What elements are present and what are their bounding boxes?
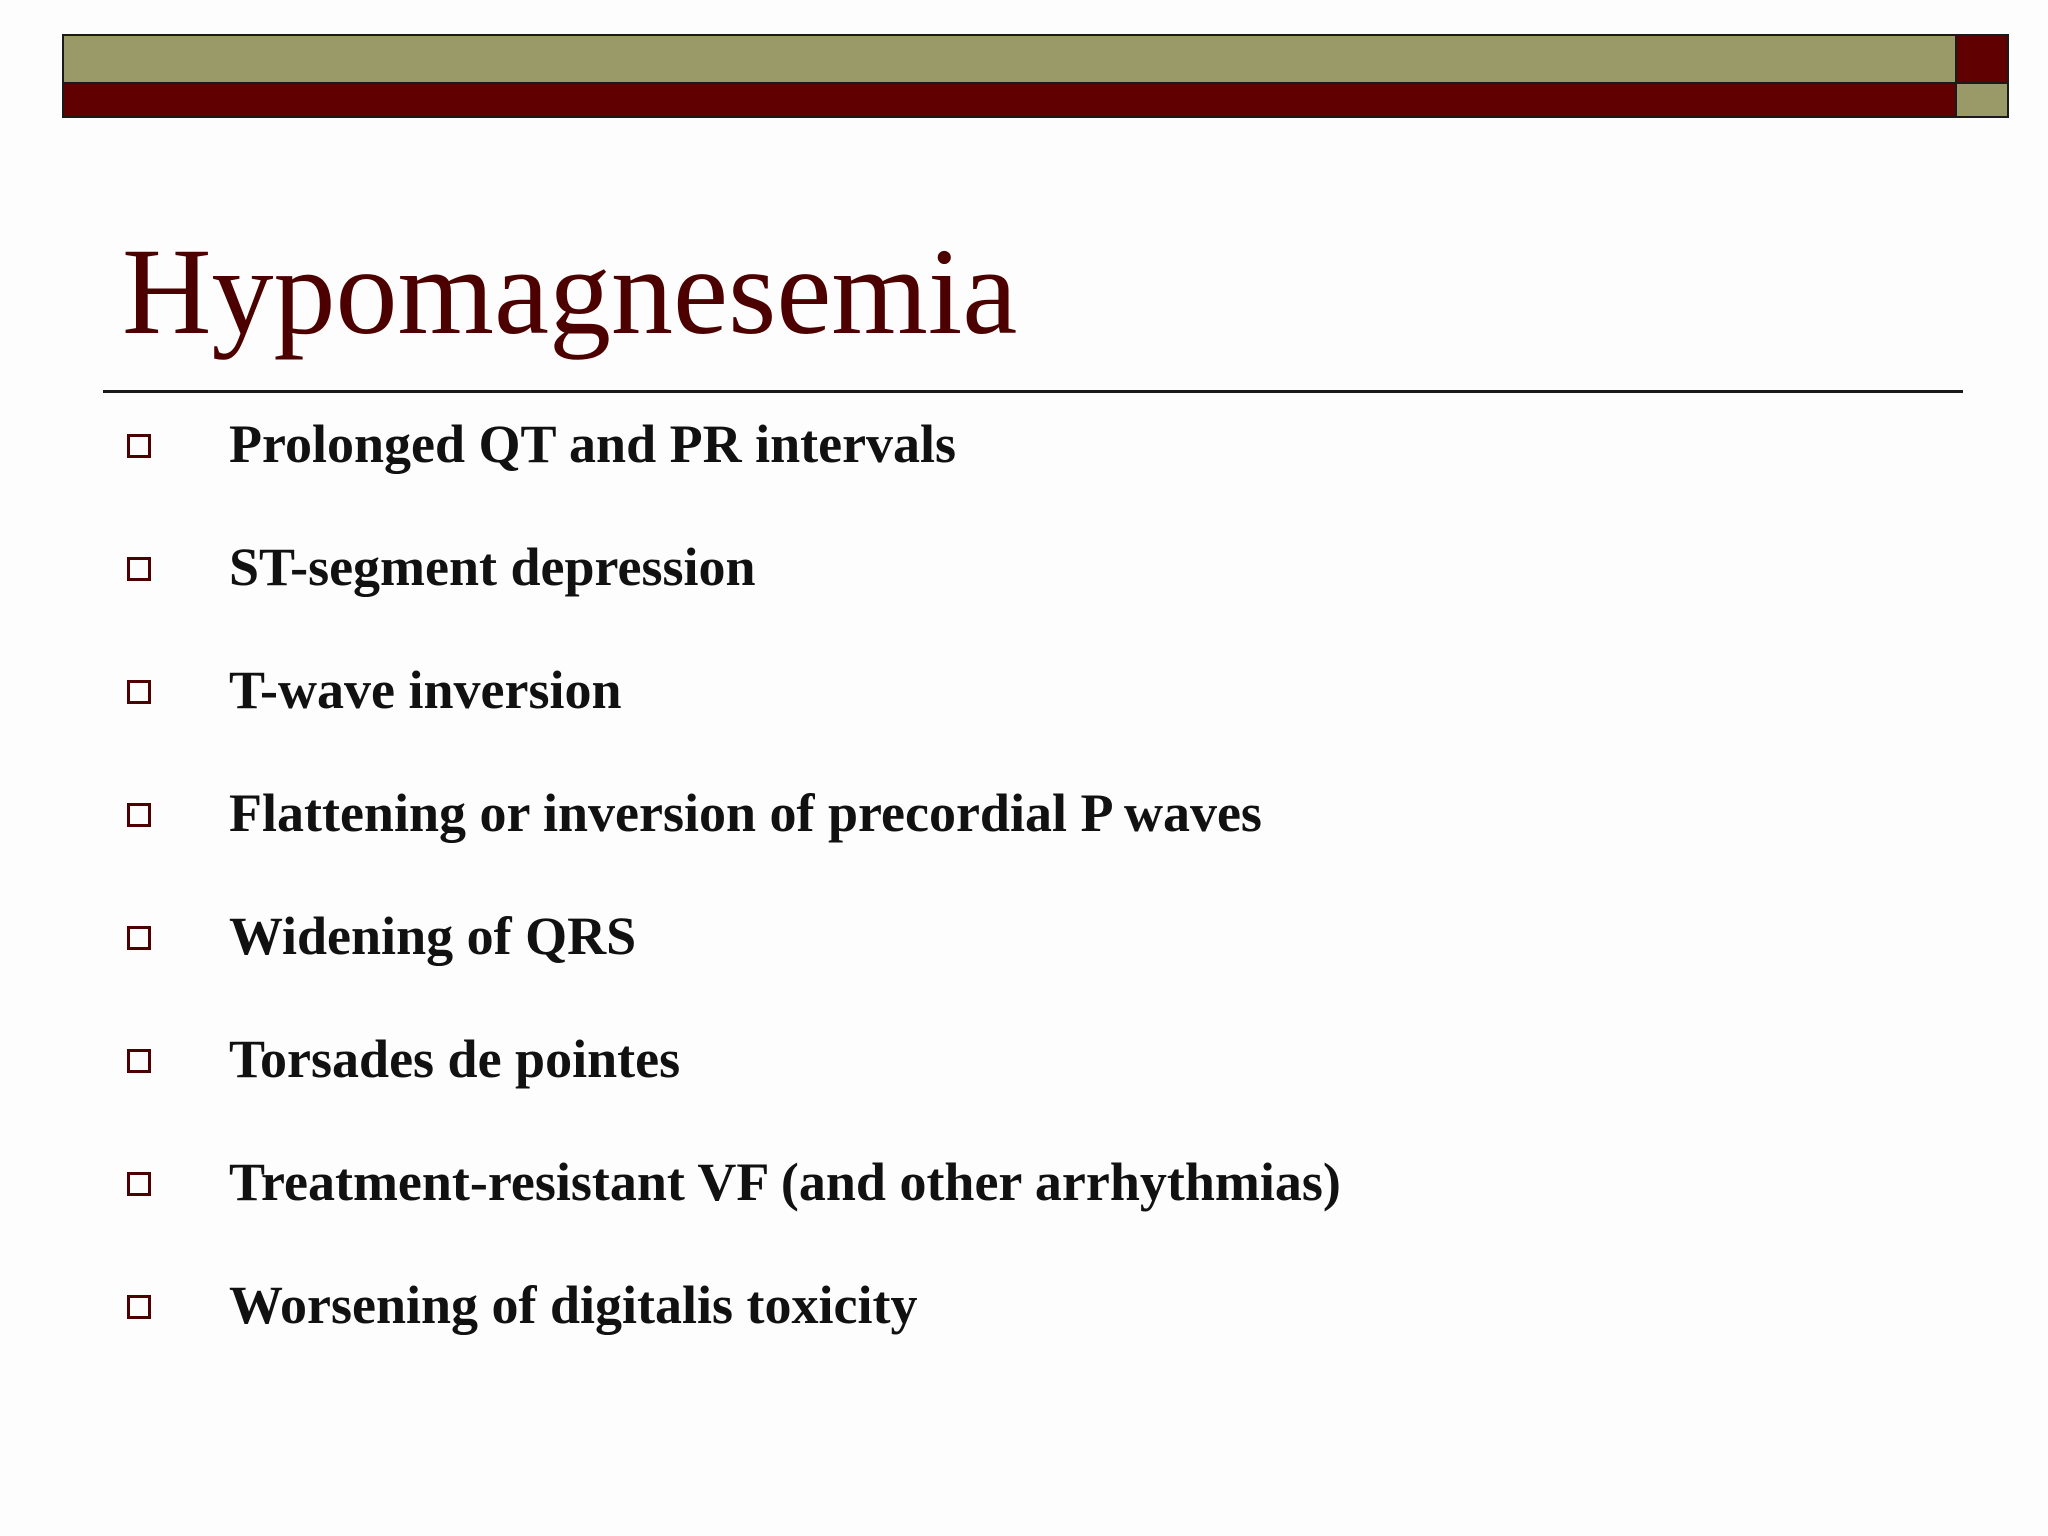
bullet-item — [0, 1265, 1900, 1345]
title-divider — [103, 390, 1963, 393]
bullet-item — [0, 527, 1900, 607]
bullet-text: Flattening or inversion of precordial P waves — [229, 783, 1262, 843]
header-olive-square — [1955, 84, 2009, 118]
hollow-square-bullet-icon — [127, 926, 151, 950]
hollow-square-bullet-icon — [127, 434, 151, 458]
bullet-text: Worsening of digitalis toxicity — [229, 1275, 918, 1335]
bullet-item — [0, 1142, 1900, 1222]
header-maroon-bar — [62, 84, 1957, 118]
hollow-square-bullet-icon — [127, 1049, 151, 1073]
bullet-text: Torsades de pointes — [229, 1029, 681, 1089]
header-maroon-square — [1955, 34, 2009, 84]
bullet-text: Widening of QRS — [229, 906, 637, 966]
slide-title: Hypomagnesemia — [122, 223, 1018, 360]
bullet-text: Prolonged QT and PR intervals — [229, 414, 957, 474]
bullet-item — [0, 1019, 1900, 1099]
bullet-item — [0, 773, 1900, 853]
bullet-item — [0, 650, 1900, 730]
hollow-square-bullet-icon — [127, 803, 151, 827]
bullet-item — [0, 404, 1900, 484]
bullet-text: Treatment-resistant VF (and other arrhythmias) — [229, 1152, 1341, 1212]
hollow-square-bullet-icon — [127, 1172, 151, 1196]
hollow-square-bullet-icon — [127, 557, 151, 581]
hollow-square-bullet-icon — [127, 680, 151, 704]
hollow-square-bullet-icon — [127, 1295, 151, 1319]
bullet-text: ST-segment depression — [229, 537, 756, 597]
header-olive-bar — [62, 34, 1957, 84]
bullet-text: T-wave inversion — [229, 660, 622, 720]
bullet-item — [0, 896, 1900, 976]
